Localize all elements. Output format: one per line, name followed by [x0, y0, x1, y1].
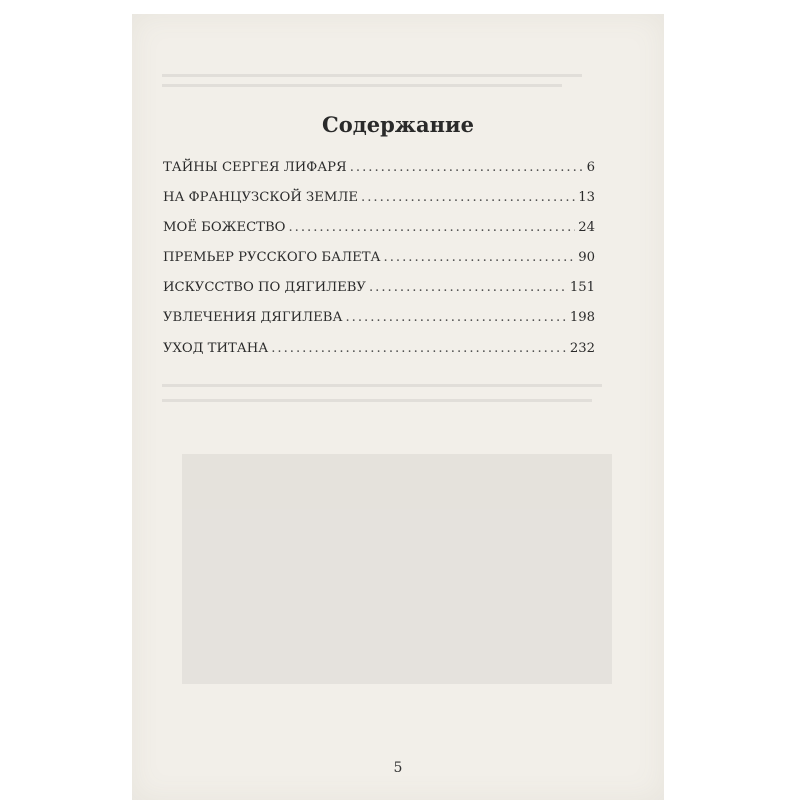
toc-entry[interactable] — [163, 220, 595, 250]
ghost-line — [162, 384, 602, 387]
toc-entry-label: ПРЕМЬЕР РУССКОГО БАЛЕТА — [163, 250, 381, 266]
toc-entry-label: ТАЙНЫ СЕРГЕЯ ЛИФАРЯ — [163, 160, 347, 175]
ghost-line — [162, 84, 562, 87]
toc-entry[interactable] — [163, 250, 595, 280]
toc-entry[interactable] — [163, 341, 595, 371]
ghost-image — [182, 454, 612, 684]
toc-entry-label: УВЛЕЧЕНИЯ ДЯГИЛЕВА — [163, 310, 343, 326]
toc-dot-leader — [271, 341, 567, 356]
toc-entry[interactable] — [163, 190, 595, 220]
toc-title: Содержание — [322, 112, 474, 137]
ghost-line — [162, 74, 582, 77]
toc-dot-leader — [288, 220, 575, 235]
toc-entry-label: УХОД ТИТАНА — [163, 340, 269, 356]
toc-entry[interactable] — [163, 280, 595, 310]
toc-entry-page: 24 — [578, 220, 595, 236]
toc-entry[interactable] — [163, 310, 595, 340]
book-page — [132, 14, 664, 800]
toc-list — [163, 160, 595, 371]
toc-dot-leader — [350, 160, 584, 175]
toc-dot-leader — [384, 250, 576, 265]
toc-entry-label: НА ФРАНЦУЗСКОЙ ЗЕМЛЕ — [163, 190, 359, 206]
toc-entry-page: 6 — [586, 160, 595, 175]
toc-entry-page: 232 — [569, 340, 595, 356]
toc-entry-page: 151 — [569, 280, 595, 296]
toc-entry-label: ИСКУССТВО ПО ДЯГИЛЕВУ — [163, 280, 366, 296]
toc-entry-label: МОЁ БОЖЕСТВО — [163, 220, 286, 236]
toc-entry-page: 13 — [578, 190, 595, 206]
toc-entry[interactable] — [163, 160, 595, 190]
page-number: 5 — [393, 760, 403, 776]
toc-entry-page: 90 — [578, 250, 595, 266]
toc-entry-page: 198 — [569, 310, 595, 326]
ghost-line — [162, 399, 592, 402]
toc-dot-leader — [361, 190, 575, 205]
toc-dot-leader — [345, 310, 566, 325]
show-through-background — [162, 54, 632, 694]
toc-dot-leader — [369, 280, 567, 295]
